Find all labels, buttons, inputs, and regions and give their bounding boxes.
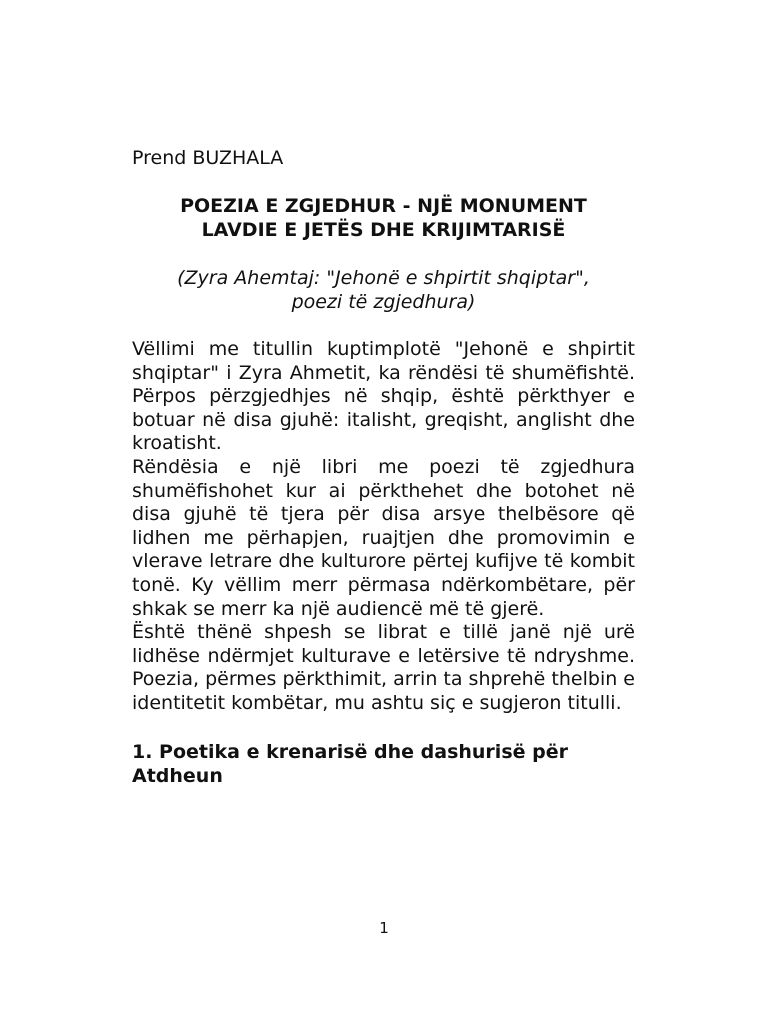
article-title (132, 194, 635, 242)
author-name: Prend BUZHALA (132, 147, 284, 169)
article-subtitle-line: (Zyra Ahemtaj: "Jehonë e shpirtit shqiptar", (177, 267, 590, 289)
page-content (132, 146, 635, 788)
body-paragraph: Rëndësia e një libri me poezi të zgjedhura shumëfishohet kur ai përkthehet dhe botohet në disa gjuhë të tjera për disa arsye thelbësore që lidhen me përhapjen, ruajtjen dhe promovimin e vlerave letrare dhe kulturore përtej kufijve të kombit tonë. Ky vëllim merr përmasa ndërkombëtare, për shkak se merr ka një audiencë më të gjerë. (132, 455, 635, 620)
article-subtitle (132, 266, 635, 314)
article-subtitle-line: poezi të zgjedhura) (291, 291, 476, 313)
body-paragraph: Vëllimi me titullin kuptimplotë "Jehonë e shpirtit shqiptar" i Zyra Ahmetit, ka rëndësi të shumëfishtë. Përpos përzgjedhjes në shqip, është përkthyer e botuar në disa gjuhë: italisht, greqisht, anglisht dhe kroatisht. (132, 338, 635, 455)
page-number: 1 (379, 919, 389, 937)
article-title-line: LAVDIE E JETËS DHE KRIJIMTARISË (201, 219, 566, 241)
body-paragraph: Është thënë shpesh se librat e tillë janë një urë lidhëse ndërmjet kulturave e letërsive të ndryshme. Poezia, përmes përkthimit, arrin ta shprehë thelbin e identitetit kombëtar, mu ashtu siç e sugjeron titulli. (132, 621, 635, 714)
article-title-line: POEZIA E ZGJEDHUR - NJË MONUMENT (180, 195, 587, 217)
section-heading: 1. Poetika e krenarisë dhe dashurisë për Atdheun (132, 740, 568, 787)
